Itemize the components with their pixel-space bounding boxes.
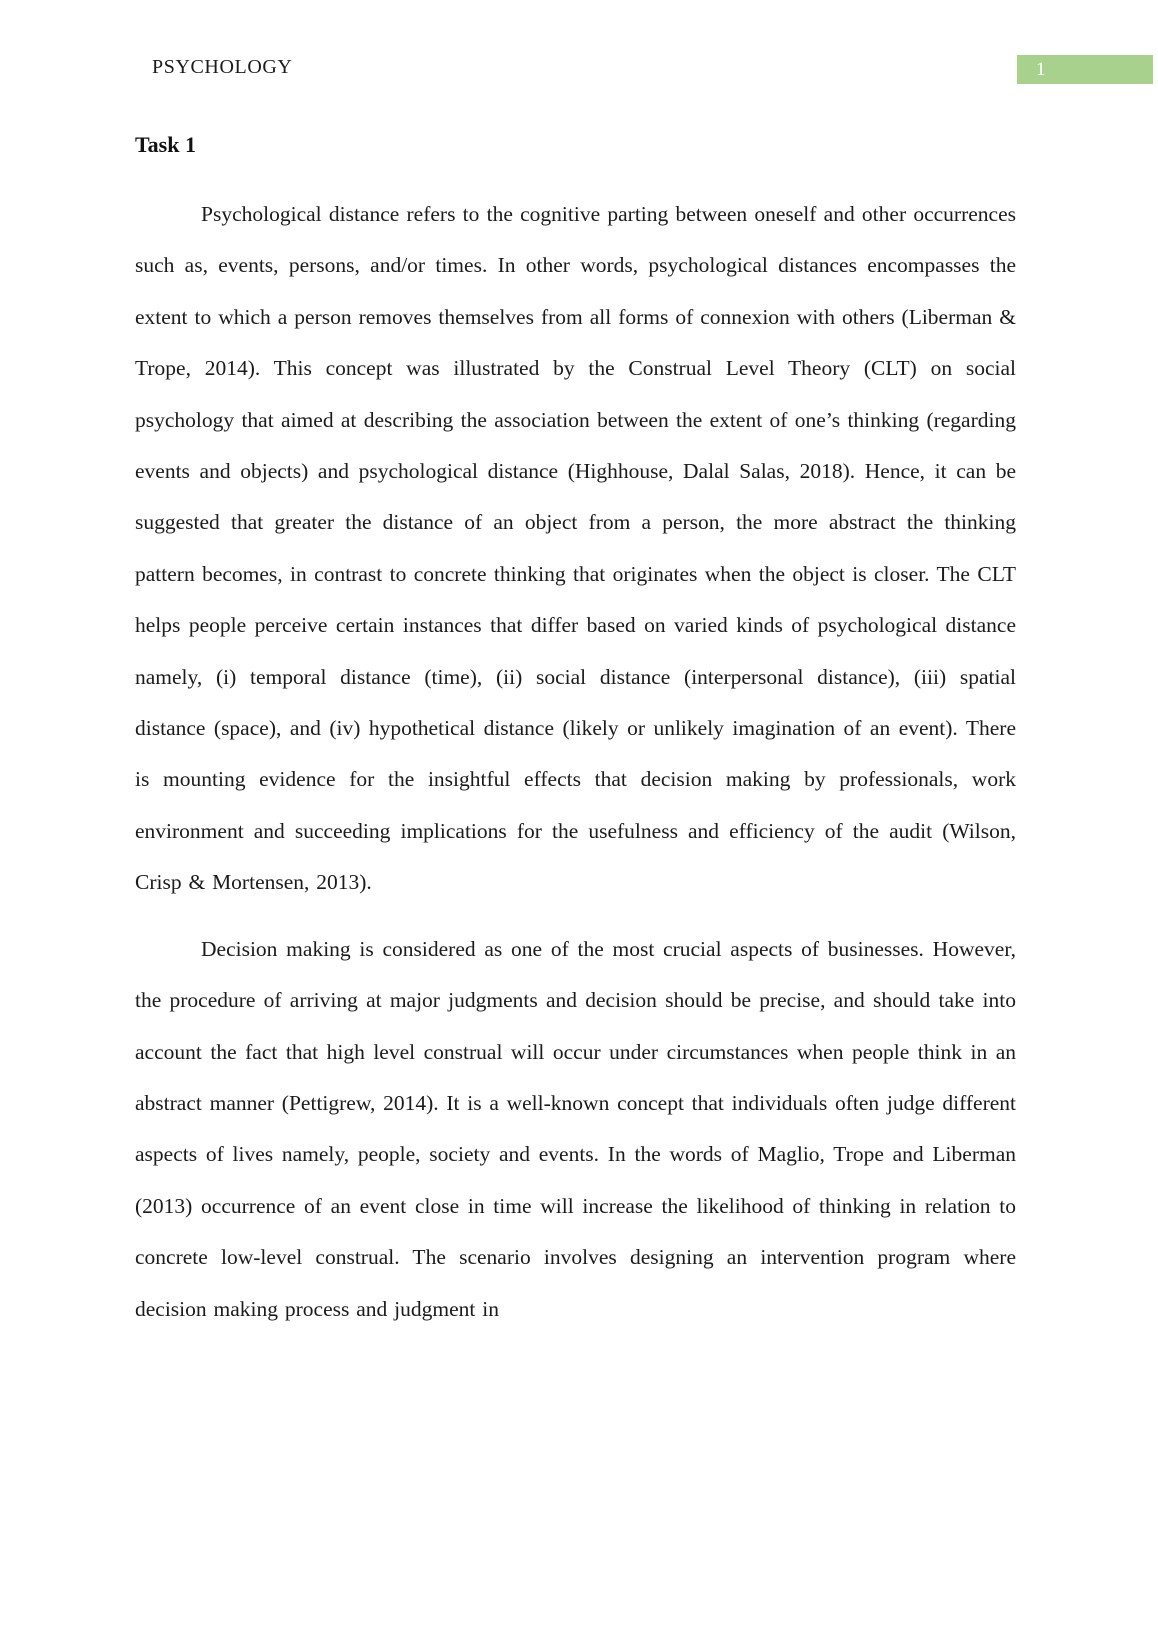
paragraph-psychological-distance: Psychological distance refers to the cognitive parting between oneself and other occurrences such as, events, persons, and/or times. In other words, psychological distances encompasses the extent to which a person removes themselves from all forms of connexion with others (Liberman & Trope, 2014). This concept was illustrated by the Construal Level Theory (CLT) on social psychology that aimed at describing the association between the extent of one’s thinking (regarding events and objects) and psychological distance (Highhouse, Dalal Salas, 2018). Hence, it can be suggested that greater the distance of an object from a person, the more abstract the thinking pattern becomes, in contrast to concrete thinking that originates when the object is closer. The CLT helps people perceive certain instances that differ based on varied kinds of psychological distance namely, (i) temporal distance (time), (ii) social distance (interpersonal distance), (iii) spatial distance (space), and (iv) hypothetical distance (likely or unlikely imagination of an event). There is mounting evidence for the insightful effects that decision making by professionals, work environment and succeeding implications for the usefulness and efficiency of the audit (Wilson, Crisp & Mortensen, 2013). — [135, 202, 1016, 895]
page-number-badge: 1 — [1017, 55, 1153, 84]
running-head: PSYCHOLOGY — [152, 56, 293, 78]
task-heading: Task 1 — [135, 132, 196, 157]
document-body — [135, 131, 1016, 1350]
paragraph-decision-making: Decision making is considered as one of the most crucial aspects of businesses. However, the procedure of arriving at major judgments and decision should be precise, and should take into account the fact that high level construal will occur under circumstances when people think in an abstract manner (Pettigrew, 2014). It is a well-known concept that individuals often judge different aspects of lives namely, people, society and events. In the words of Maglio, Trope and Liberman (2013) occurrence of an event close in time will increase the likelihood of thinking in relation to concrete low-level construal. The scenario involves designing an intervention program where decision making process and judgment in — [135, 936, 1016, 1321]
